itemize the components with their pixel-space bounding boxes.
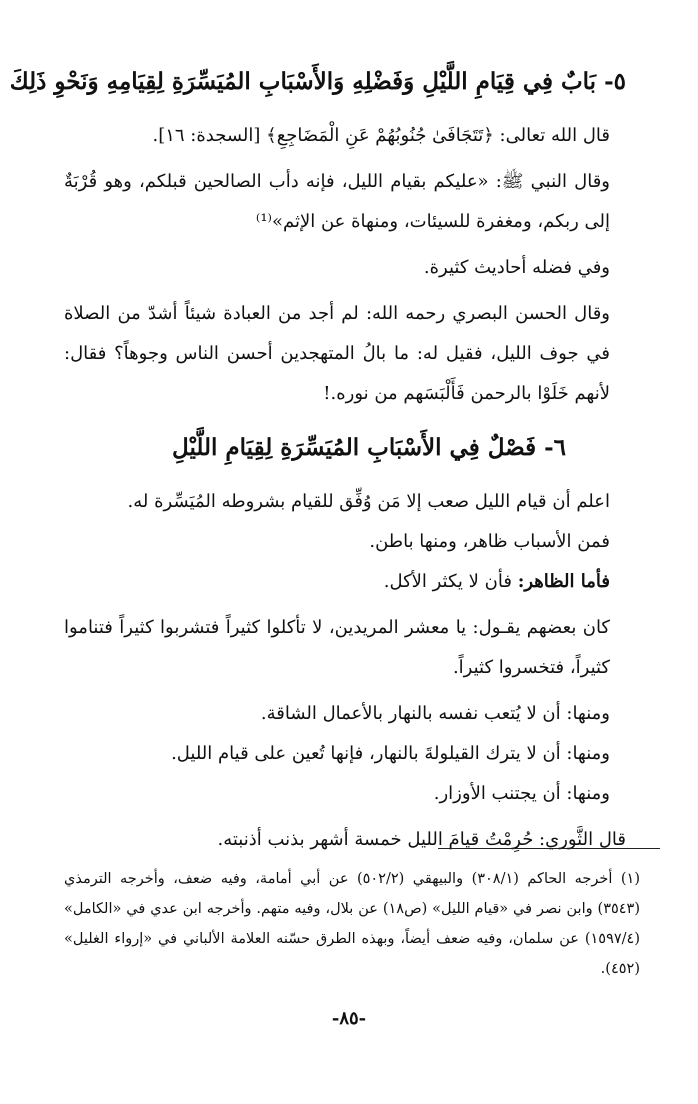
page-number: -٨٥-	[331, 1008, 367, 1029]
outward-text: فأن لا يكثر الأكل.	[383, 571, 512, 592]
footnote-divider	[438, 848, 660, 849]
footnotes	[64, 864, 640, 984]
chapter-heading: ٥- بَابٌ فِي قِيَامِ اللَّيْلِ وَفَضْلِهِ وَالأَسْبَابِ المُيَسِّرَةِ لِقِيَامِهِ وَنَحْوِ ذَلِكَ	[9, 68, 626, 95]
outward-label: فأما الظاهر:	[517, 571, 610, 592]
point-item: ومنها: أن لا يُتعب نفسه بالنهار بالأعمال الشاقة.	[260, 703, 610, 724]
outward-paragraph	[64, 562, 626, 602]
thawri-paragraph: قال الثَّوري: حُرِمْتُ قيامَ الليل خمسة أشهر بذنب أذنبته.	[217, 829, 626, 850]
section-heading: ٦- فَصْلٌ فِي الأَسْبَابِ المُيَسِّرَةِ لِقِيَامِ اللَّيْلِ	[172, 434, 566, 461]
saying-paragraph: كان بعضهم يقـول: يا معشر المريدين، لا تأكلوا كثيراً فتشربوا كثيراً فتناموا كثيراً، فتخسروا كثيراً.	[64, 617, 610, 678]
point-item: ومنها: أن يجتنب الأوزار.	[433, 783, 610, 804]
virtue-paragraph: وفي فضله أحاديث كثيرة.	[423, 257, 610, 278]
main-text	[9, 60, 626, 866]
point-item: ومنها: أن لا يترك القيلولةَ بالنهار، فإنها تُعين على قيام الليل.	[171, 743, 610, 764]
intro-paragraph: اعلم أن قيام الليل صعب إلا مَن وُفِّق للقيام بشروطه المُيَسِّرة له.	[127, 491, 610, 512]
footnote-1: (١) أخرجه الحاكم (٣٠٨/١) والبيهقي (٥٠٢/٢) عن أبي أمامة، وفيه ضعف، وأخرجه الترمذي (٣٥٤٣) وابن نصر في «قيام الليل» (ص١٨) عن بلال، وفيه متهم. وأخرجه ابن عدي في «الكامل» (١٥٩٧/٤) عن سلمان، وفيه ضعف أيضاً، وبهذه الطرق حسّنه العلامة الألباني في «إرواء الغليل» (٤٥٢).	[64, 871, 641, 977]
hasan-basri-paragraph: وقال الحسن البصري رحمه الله: لم أجد من العبادة شيئاً أشدّ من الصلاة في جوف الليل، فقيل له: ما بالُ المتهجدين أحسن الناس وجوهاً؟ فقال: لأنهم خَلَوْا بالرحمن فَأَلْبَسَهم من نوره.!	[64, 303, 611, 404]
kinds-paragraph: فمن الأسباب ظاهر، ومنها باطن.	[369, 531, 610, 552]
quran-verse-paragraph: قال الله تعالى: ﴿تَتَجَافَىٰ جُنُوبُهُمْ عَنِ الْمَضَاجِعِ﴾ [السجدة: ١٦].	[152, 125, 610, 146]
hadith-paragraph: وقال النبي ﷺ: «عليكم بقيام الليل، فإنه دأب الصالحين قبلكم، وهو قُرْبَةٌ إلى ربكم، ومغفرة للسيئات، ومنهاة عن الإثم»⁽¹⁾	[64, 171, 610, 232]
